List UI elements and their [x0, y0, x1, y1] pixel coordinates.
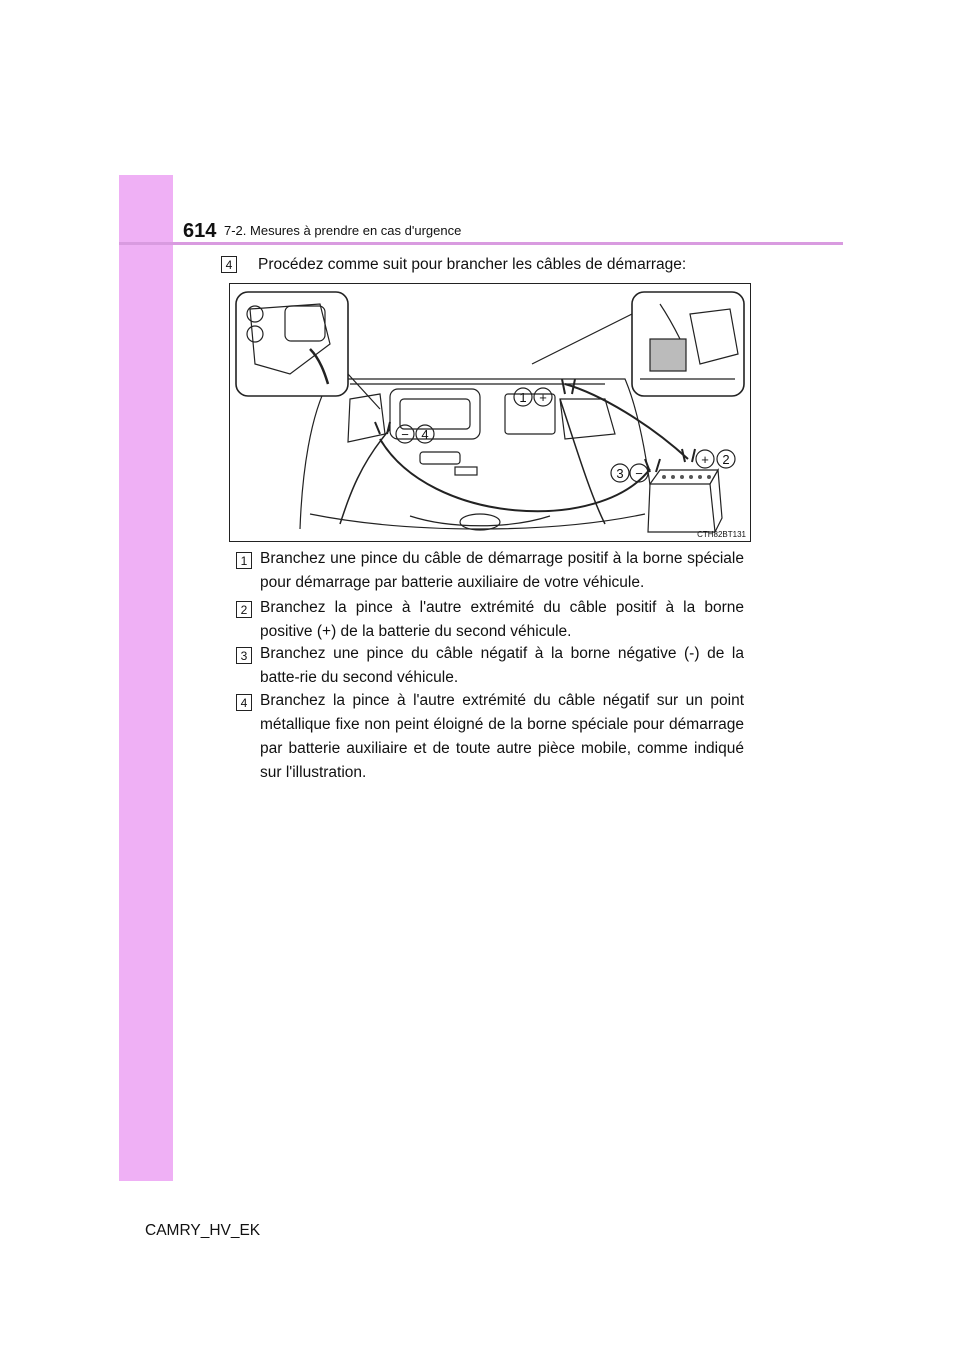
car-hood-outline: [300, 379, 655, 529]
callout-1-plus: +: [539, 390, 547, 405]
car-grille: [410, 516, 550, 526]
engine-block: [400, 399, 470, 429]
car-bumper-line: [310, 514, 645, 529]
footer-model-code: CAMRY_HV_EK: [145, 1222, 261, 1239]
side-tab: [119, 175, 173, 1181]
callout-3-minus: −: [635, 466, 643, 481]
step-number-box: 4: [221, 256, 237, 273]
car-emblem: [460, 514, 500, 530]
callout-2: 2: [722, 452, 730, 467]
step-intro: Procédez comme suit pour brancher les câbles de démarrage:: [258, 256, 687, 273]
callout-2-plus: +: [701, 452, 709, 467]
figure-code: CTH82BT131: [697, 530, 746, 539]
callout-4: 4: [421, 427, 429, 442]
illustration-drawing: [230, 284, 750, 541]
item-number-box: 3: [236, 647, 252, 664]
item-text: Branchez la pince à l'autre extrémité du câble positif à la borne positive (+) de la batterie du second véhicule.: [260, 599, 744, 640]
callout-3: 3: [616, 466, 624, 481]
item-text: Branchez une pince du câble de démarrage positif à la borne spéciale pour démarrage par batterie auxiliaire de votre véhicule.: [260, 550, 744, 591]
item-number-box: 1: [236, 552, 252, 569]
header-rule: [119, 242, 843, 245]
callout-1: 1: [519, 390, 527, 405]
item-text: Branchez une pince du câble négatif à la borne négative (-) de la batte-rie du second véhicule.: [260, 645, 744, 686]
fuse-box: [505, 394, 555, 434]
callout-4-minus: −: [401, 427, 409, 442]
negative-cable: [380, 439, 650, 511]
item-number-box: 2: [236, 601, 252, 618]
item-number-box: 4: [236, 694, 252, 711]
inset-right: [632, 292, 744, 396]
jump-start-illustration: [229, 283, 751, 542]
item-text: Branchez la pince à l'autre extrémité du câble négatif sur un point métallique fixe non peint éloigné de la borne spéciale pour démarrage par batterie auxiliaire et de toute autre pièce mobile, comme indiqué sur l'illustration.: [260, 692, 744, 781]
page-number: 614: [183, 220, 217, 242]
section-title: 7-2. Mesures à prendre en cas d'urgence: [224, 223, 462, 238]
booster-battery: [648, 484, 715, 532]
